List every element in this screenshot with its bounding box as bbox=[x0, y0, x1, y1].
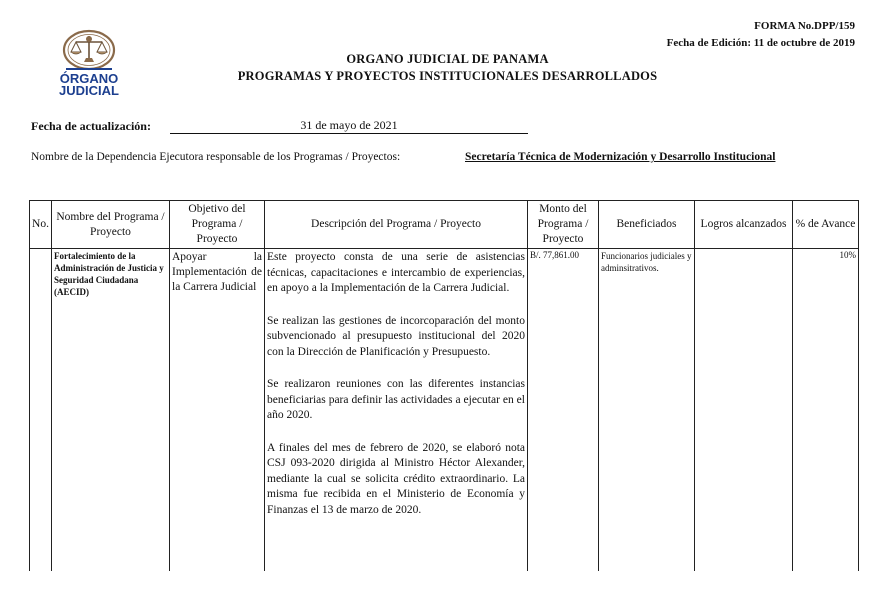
header-progress: % de Avance bbox=[793, 201, 859, 249]
report-title: PROGRAMAS Y PROYECTOS INSTITUCIONALES DESARROLLADOS bbox=[237, 69, 658, 83]
header-objective: Objetivo del Programa / Proyecto bbox=[170, 201, 265, 249]
header-description: Descripción del Programa / Proyecto bbox=[265, 201, 528, 249]
header-no: No. bbox=[30, 201, 52, 249]
header-beneficiaries: Beneficiados bbox=[599, 201, 695, 249]
cell-achievements bbox=[695, 249, 793, 572]
edition-date: Fecha de Edición: 11 de octubre de 2019 bbox=[666, 37, 855, 49]
form-number: FORMA No.DPP/159 bbox=[754, 20, 855, 32]
cell-no bbox=[30, 249, 52, 572]
table-row bbox=[30, 249, 859, 572]
header-amount: Monto del Programa / Proyecto bbox=[528, 201, 599, 249]
description-paragraph: A finales del mes de febrero de 2020, se elaboró nota CSJ 093-2020 dirigida al Ministro Héctor Alexander, mediante la cual se solicita crédito extraordinario. La misma fue recibida en el Ministerio de Economía y Finanzas el 13 de marzo de 2020. bbox=[267, 441, 525, 516]
update-date-underline bbox=[170, 133, 528, 134]
description-paragraph: Se realizan las gestiones de incorcoparación del monto subvencionado al presupuesto institucional del 2020 con la Dirección de Planificación y Presupuesto. bbox=[267, 314, 525, 358]
cell-beneficiaries: Funcionarios judiciales y adminsitrativos. bbox=[599, 249, 695, 572]
description-paragraph: Se realizaron reuniones con las diferentes instancias beneficiarias para definir las actividades a ejecutar en el año 2020. bbox=[267, 378, 525, 421]
description-paragraph: Este proyecto consta de una serie de asistencias técnicas, capacitaciones e intercambio de experiencias, en apoyo a la Implementación de la Carrera Judicial. bbox=[267, 251, 525, 294]
cell-description bbox=[265, 249, 528, 572]
logo-line2: JUDICIAL bbox=[59, 83, 119, 96]
dependency-label: Nombre de la Dependencia Ejecutora responsable de los Programas / Proyectos: bbox=[31, 151, 401, 163]
cell-project-name: Fortalecimiento de la Administración de Justicia y Seguridad Ciudadana (AECID) bbox=[52, 249, 170, 572]
header-name: Nombre del Programa / Proyecto bbox=[52, 201, 170, 249]
header-achievements: Logros alcanzados bbox=[695, 201, 793, 249]
update-date-value: 31 de mayo de 2021 bbox=[300, 118, 398, 132]
institution-title: ORGANO JUDICIAL DE PANAMA bbox=[346, 52, 549, 66]
cell-progress: 10% bbox=[793, 249, 859, 572]
dependency-value: Secretaría Técnica de Modernización y Desarrollo Institucional bbox=[465, 151, 776, 163]
logo-line1: ÓRGANO bbox=[59, 71, 119, 86]
cell-objective: Apoyar la Implementación de la Carrera Judicial bbox=[170, 249, 265, 572]
projects-table bbox=[29, 200, 859, 571]
table-header-row bbox=[30, 201, 859, 249]
update-date-label: Fecha de actualización: bbox=[31, 119, 151, 133]
cell-amount: B/. 77,861.00 bbox=[528, 249, 599, 572]
